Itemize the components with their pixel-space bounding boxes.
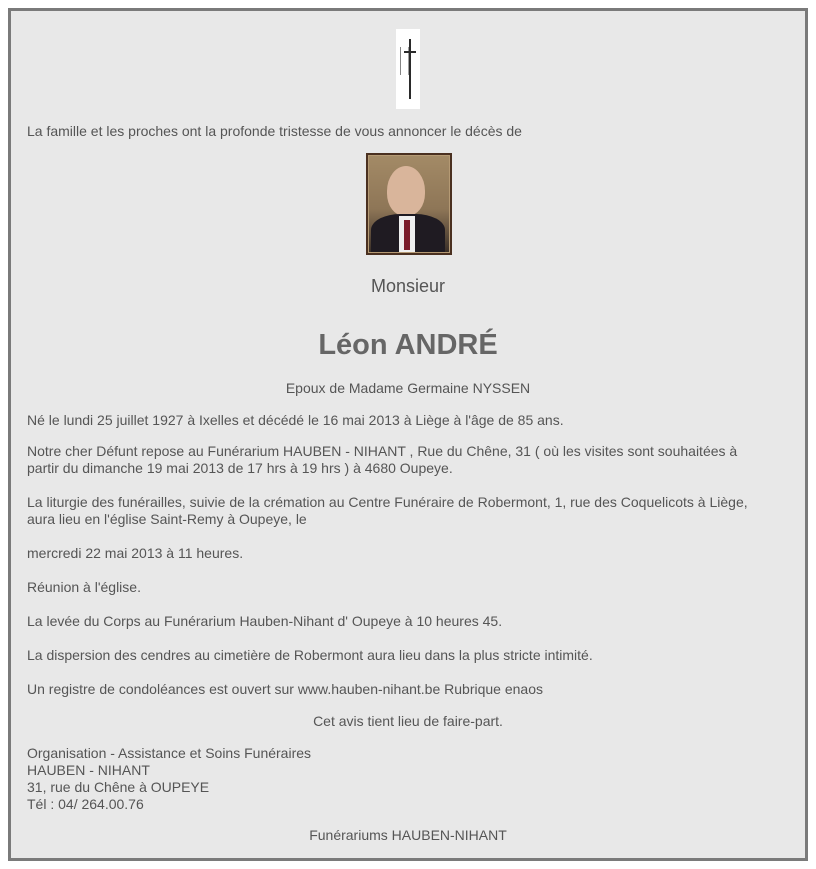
registry-line: Un registre de condoléances est ouvert sur www.hauben-nihant.be Rubrique enaos	[27, 681, 543, 697]
ceremony-date: mercredi 22 mai 2013 à 11 heures.	[27, 545, 244, 561]
meeting-line: Réunion à l'église.	[27, 579, 141, 595]
organisation-line-3: 31, rue du Chêne à OUPEYE	[27, 779, 210, 795]
intro-text: La famille et les proches ont la profonde tristesse de vous annoncer le décès de	[27, 123, 522, 139]
organisation-phone: Tél : 04/ 264.00.76	[27, 796, 144, 812]
funerarium-line-1: Notre cher Défunt repose au Funérarium HAUBEN - NIHANT , Rue du Chêne, 31 ( où les visites sont souhaitées à	[27, 443, 738, 459]
birth-death-line: Né le lundi 25 juillet 1927 à Ixelles et décédé le 16 mai 2013 à Liège à l'âge de 85 ans.	[27, 412, 564, 428]
notice-line: Cet avis tient lieu de faire-part.	[313, 713, 503, 729]
organisation-line-2: HAUBEN - NIHANT	[27, 762, 150, 778]
footer-signature: Funérariums HAUBEN-NIHANT	[309, 827, 507, 843]
obituary-panel	[8, 8, 808, 861]
liturgy-line-1: La liturgie des funérailles, suivie de la crémation au Centre Funéraire de Robermont, 1, rue des Coquelicots à Liège,	[27, 494, 748, 510]
deceased-name: Léon ANDRÉ	[318, 329, 498, 361]
liturgy-line-2: aura lieu en l'église Saint-Remy à Oupeye, le	[27, 511, 307, 527]
honorific: Monsieur	[370, 276, 446, 296]
levee-line: La levée du Corps au Funérarium Hauben-Nihant d' Oupeye à 10 heures 45.	[27, 613, 503, 629]
dispersion-line: La dispersion des cendres au cimetière de Robermont aura lieu dans la plus stricte intimité.	[27, 647, 593, 663]
organisation-line-1: Organisation - Assistance et Soins Funéraires	[27, 745, 312, 761]
cross-icon	[396, 29, 420, 109]
spouse-line: Epoux de Madame Germaine NYSSEN	[285, 380, 531, 396]
funerarium-line-2: partir du dimanche 19 mai 2013 de 17 hrs à 19 hrs ) à 4680 Oupeye.	[27, 460, 453, 476]
portrait-photo	[366, 153, 452, 255]
